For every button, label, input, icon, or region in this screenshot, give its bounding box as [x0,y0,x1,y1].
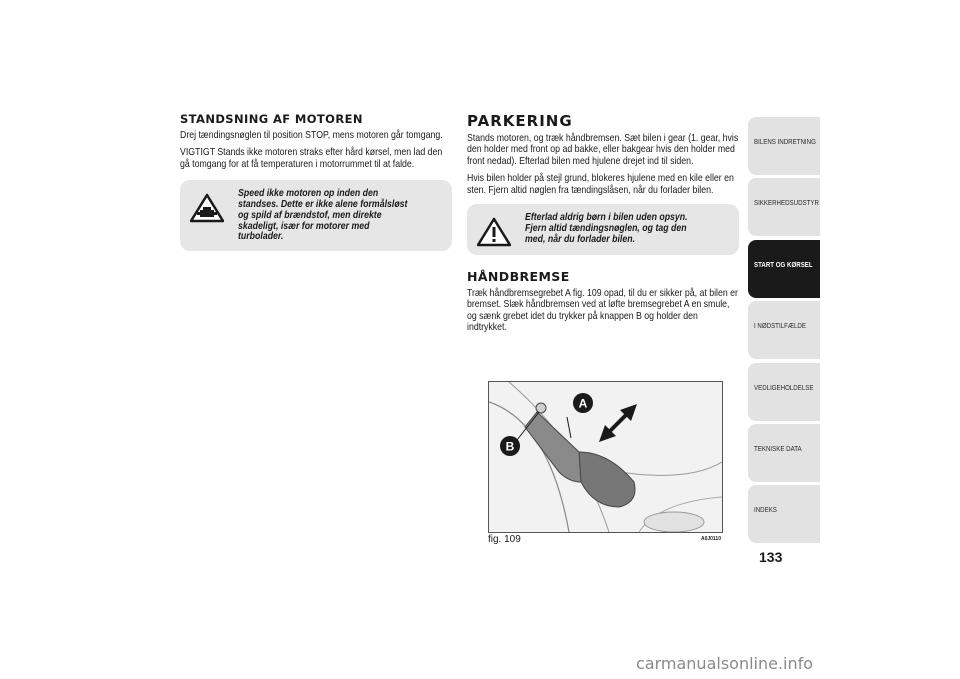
tab-tekniske-data[interactable]: TEKNISKE DATA [748,424,820,482]
warning-box [467,204,739,255]
engine-warning-icon [190,193,224,223]
tab-vedligeholdelse[interactable]: VEDLIGEHOLDELSE [748,363,820,421]
label-a: A [578,396,588,411]
figure-label: fig. 109 [488,534,521,545]
paragraph: VIGTIGT Stands ikke motoren straks efter hård kørsel, men lad den gå tomgang for at få temperaturen i motorrummet til at falde. [180,147,443,170]
label-b: B [505,439,515,454]
left-column [180,112,452,265]
warning-box [180,180,452,251]
paragraph: Hvis bilen holder på stejl grund, blokeres hjulene med en kile eller en sten. Fjern altid nøglen fra tændingslåsen, når du forlader bilen. [467,173,734,196]
page-number: 133 [759,549,783,565]
handbrake-illustration [489,382,722,532]
tab-i-nodstilfaelde[interactable]: I NØDSTILFÆLDE [748,301,820,359]
paragraph: Stands motoren, og træk håndbremsen. Sæt bilen i gear (1. gear, hvis den holder med front op ad bakke, eller bakgear hvis den holder med front nedad). Efterlad bilen med hjulene drejet ind til siden. [467,133,739,167]
warning-triangle-icon [477,217,511,247]
section-heading-parking: PARKERING [467,112,573,130]
tab-sikkerhedsudstyr[interactable]: SIKKERHEDSUDSTYR [748,178,820,236]
chapter-tabs [748,117,820,547]
section-heading-handbrake: HÅNDBREMSE [467,269,570,285]
tab-indeks[interactable]: INDEKS [748,485,820,543]
middle-column [467,112,739,340]
figure-caption [488,534,723,548]
watermark: carmanualsonline.info [636,654,814,673]
figure-code: A0J0110 [700,536,721,542]
tab-start-og-korsel[interactable]: START OG KØRSEL [748,240,820,298]
warning-text: Efterlad aldrig børn i bilen uden opsyn. Fjern altid tændingsnøglen, og tag den med, når du forlader bilen. [525,212,688,245]
warning-text: Speed ikke motoren op inden den standses. Dette er ikke alene formålsløst og spild af brændstof, men direkte skadeligt, især for motorer med turbolader. [238,188,408,243]
handbrake-figure [488,381,723,533]
paragraph: Træk håndbremsegrebet A fig. 109 opad, til du er sikker på, at bilen er bremset. Slæk håndbremsen ved at løfte bremsegrebet A en smule, og sænk grebet idet du trykker på knappen B og holder den indtrykket. [467,288,738,334]
paragraph: Drej tændingsnøglen til position STOP, mens motoren går tomgang. [180,130,443,141]
section-heading-stopping-engine: STANDSNING AF MOTOREN [180,112,363,126]
tab-bilens-indretning[interactable]: BILENS INDRETNING [748,117,820,175]
